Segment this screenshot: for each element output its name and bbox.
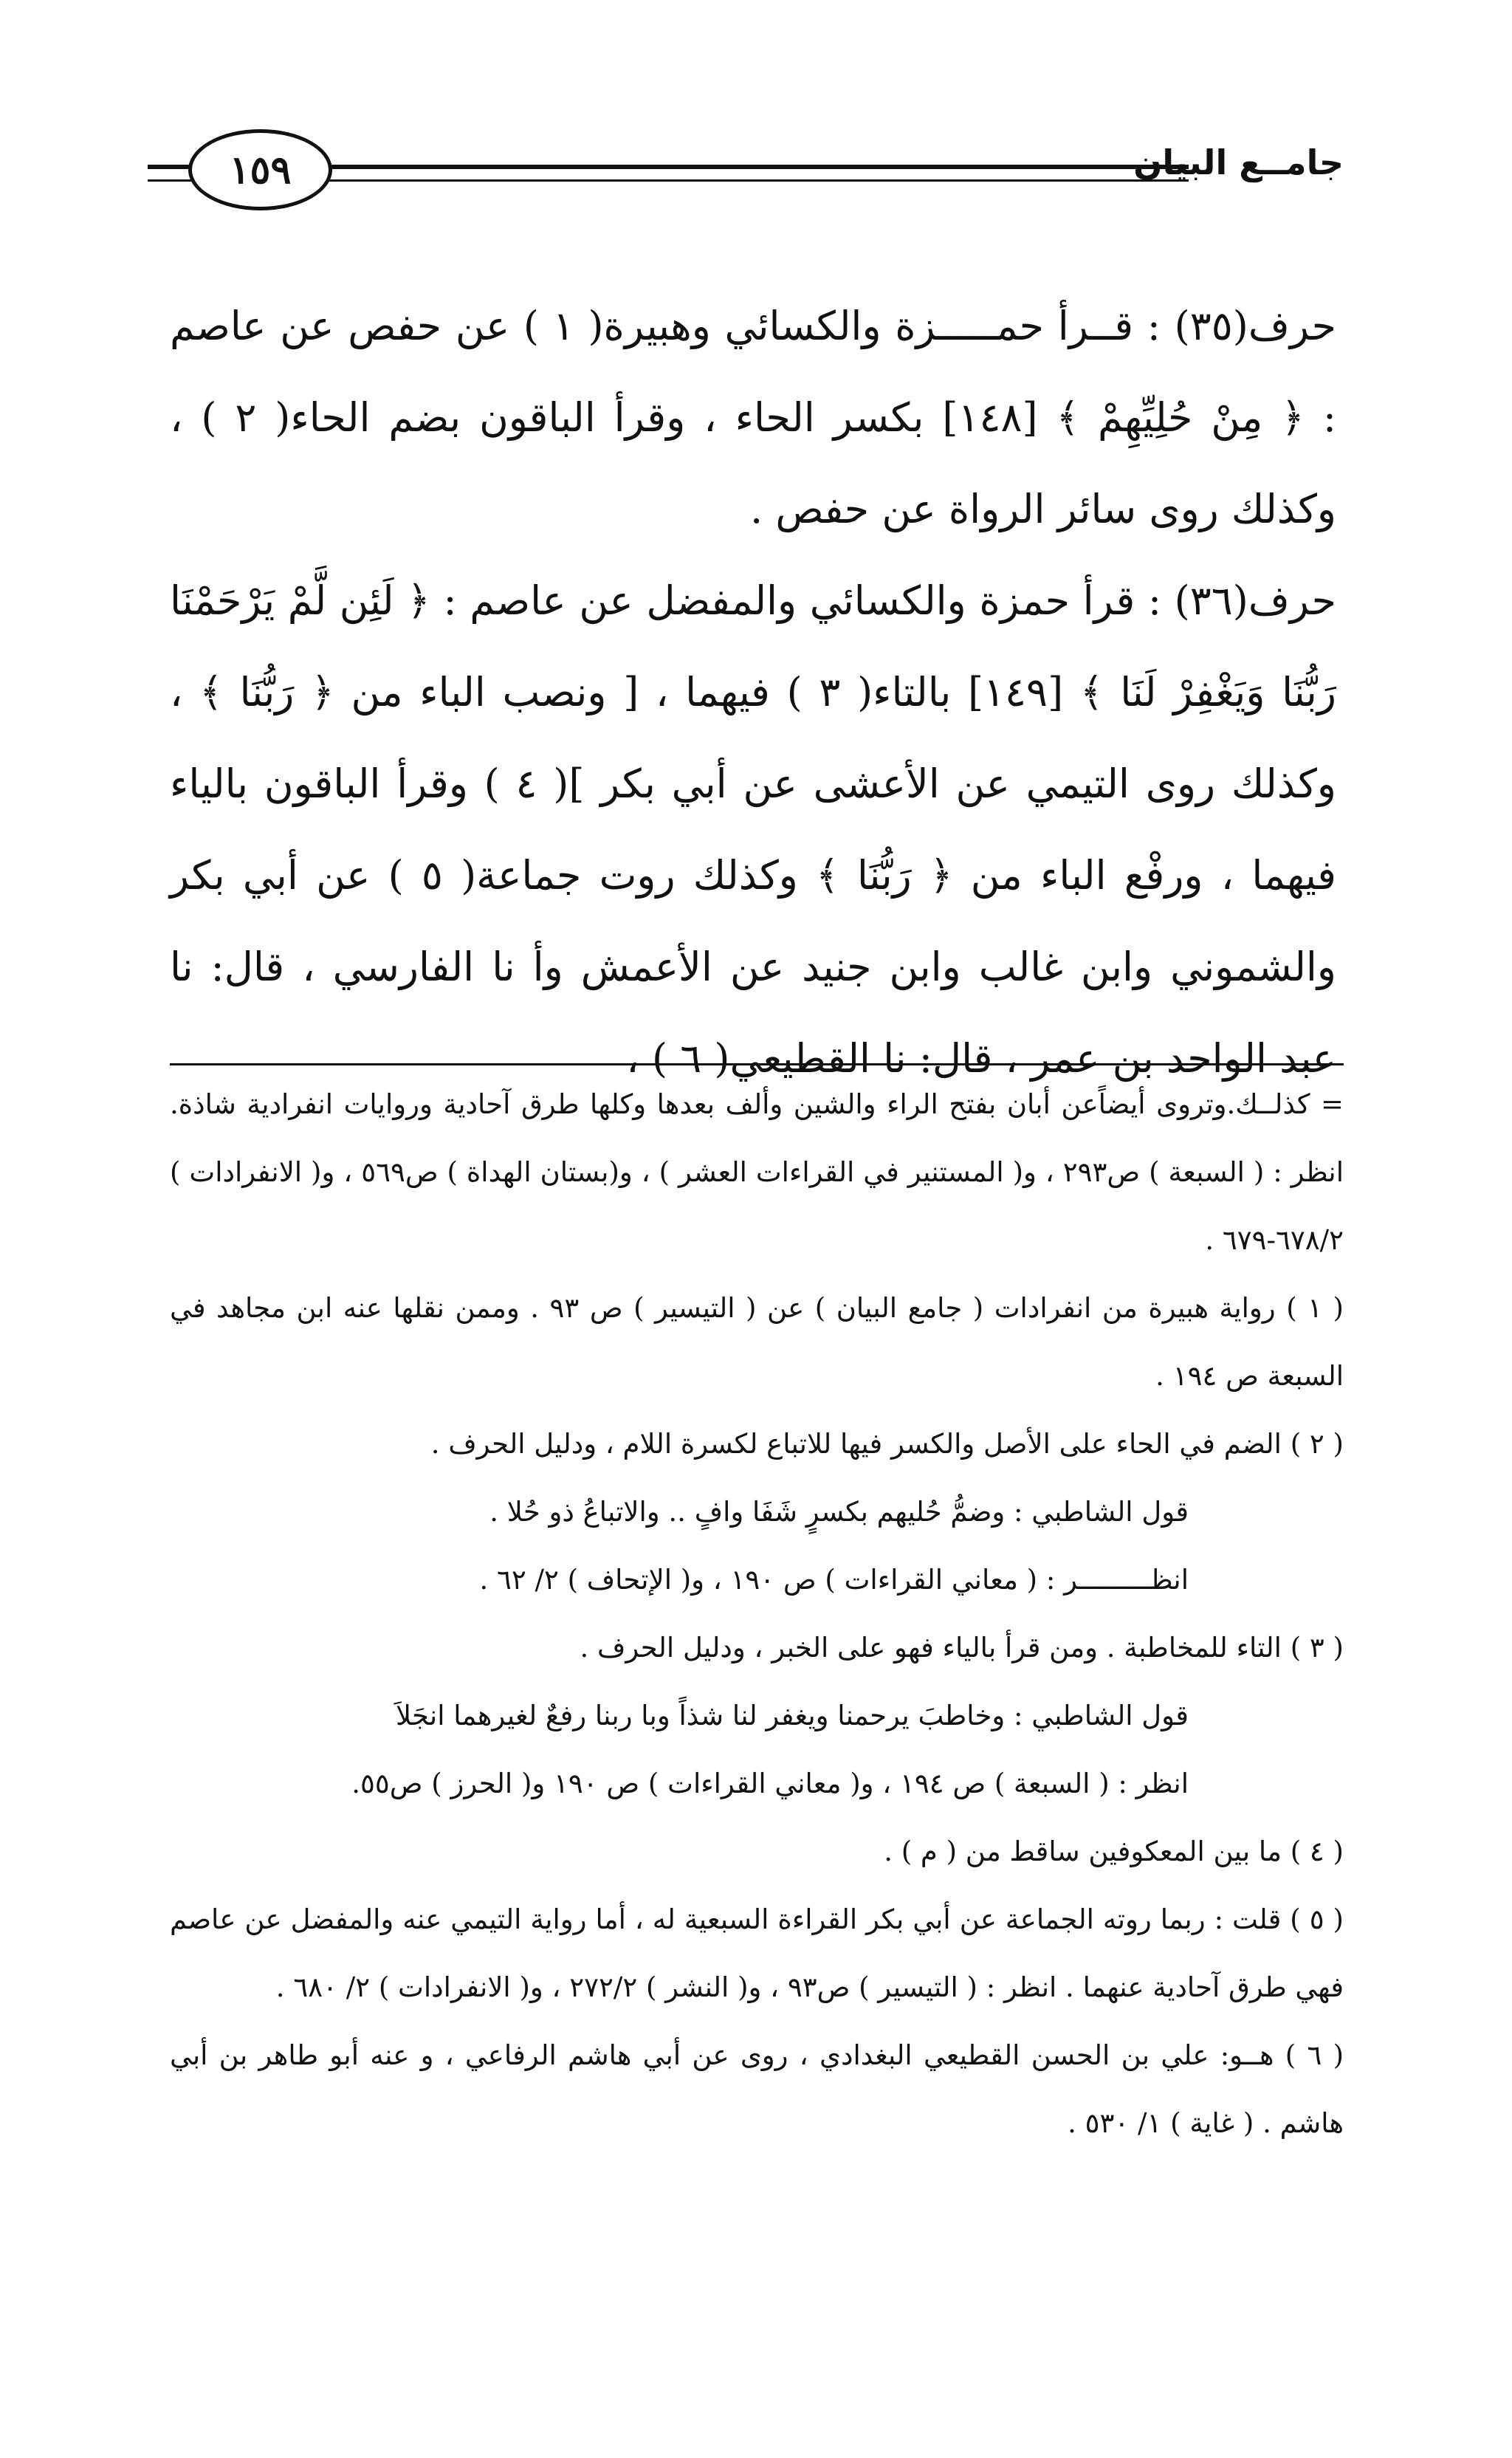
paragraph-harf-35: حرف(٣٥) : قــرأ حمـــــزة والكسائي وهبيرة( ١ ) عن حفص عن عاصم : ﴿ مِنْ حُلِيِّهِمْ ﴾ [١٤٨] بكسر الحاء ، وقرأ الباقون بضم الحاء( ٢ ) ، وكذلك روى سائر الرواة عن حفص . (170, 303, 1337, 532)
main-text (170, 281, 1336, 1105)
footnote-4: ( ٤ ) ما بين المعكوفين ساقط من ( م ) . (884, 1836, 1344, 1867)
footnote-3-verse: قول الشاطبي : وخاطبَ يرحمنا ويغفر لنا شذاً وبا ربنا رفعٌ لغيرهما انجَلاَ (395, 1700, 1189, 1731)
running-title: جامــع البيان (1133, 143, 1344, 182)
paragraph-harf-36: حرف(٣٦) : قرأ حمزة والكسائي والمفضل عن عاصم : ﴿ لَئِن لَّمْ يَرْحَمْنَا رَبُّنَا وَيَغْفِرْ لَنَا ﴾ [١٤٩] بالتاء( ٣ ) فيهما ، [ ونصب الباء من ﴿ رَبُّنَا ﴾ ، وكذلك روى التيمي عن الأعشى عن أبي بكر ]( ٤ ) وقرأ الباقون بالياء فيهما ، ورفْع الباء من ﴿ رَبُّنَا ﴾ وكذلك روت جماعة( ٥ ) عن أبي بكر والشموني وابن غالب وابن جنيد عن الأعمش وأ نا الفارسي ، قال: نا عبد الواحد بن عمر ، قال: نا القطيعي( ٦ ) ، (170, 577, 1336, 1082)
page-header (148, 129, 1344, 210)
footnote-5: ( ٥ ) قلت : ربما روته الجماعة عن أبي بكر القراءة السبعية له ، أما رواية التيمي عنه والمفضل عن عاصم فهي طرق آحادية عنهما . انظر : ( التيسير ) ص٩٣ ، و( النشر ) ٢٧٢/٢ ، و( الانفرادات ) ٢/ ٦٨٠ . (170, 1903, 1344, 2003)
footnote-1: ( ١ ) رواية هبيرة من انفرادات ( جامع البيان ) عن ( التيسير ) ص ٩٣ . وممن نقلها عنه ابن مجاهد في السبعة ص ١٩٤ . (170, 1292, 1344, 1392)
footnote-3-reference: انظر : ( السبعة ) ص ١٩٤ ، و( معاني القراءات ) ص ١٩٠ و( الحرز ) ص٥٥. (351, 1768, 1189, 1799)
footnotes (170, 1071, 1344, 2157)
footnote-2-reference: انظـــــــــر : ( معاني القراءات ) ص ١٩٠ ، و( الإتحاف ) ٢/ ٦٢ . (479, 1564, 1189, 1596)
footnote-2-verse: قول الشاطبي : وضمُّ حُليهم بكسرٍ شَفَا وافٍ .. والاتباعُ ذو حُلا . (489, 1496, 1189, 1528)
footnote-3: ( ٣ ) التاء للمخاطبة . ومن قرأ بالياء فهو على الخبر ، ودليل الحرف . (580, 1632, 1344, 1664)
footnote-separator (170, 1063, 1344, 1065)
footnote-2: ( ٢ ) الضم في الحاء على الأصل والكسر فيها للاتباع لكسرة اللام ، ودليل الحرف . (430, 1428, 1344, 1460)
footnote-continued: = كذلــك.وتروى أيضاًعن أبان بفتح الراء والشين وألف بعدها وكلها طرق آحادية وروايات انفرادية شاذة. انظر : ( السبعة ) ص٢٩٣ ، و( المستنير في القراءات العشر ) ، و(بستان الهداة ) ص٥٦٩ ، و( الانفرادات ) ٦٧٨/٢-٦٧٩ . (170, 1088, 1344, 1256)
page-number: ١٥٩ (188, 129, 332, 210)
footnote-6: ( ٦ ) هــو: علي بن الحسن القطيعي البغدادي ، روى عن أبي هاشم الرفاعي ، و عنه أبو طاهر بن أبي هاشم . ( غاية ) ١/ ٥٣٠ . (170, 2039, 1344, 2139)
